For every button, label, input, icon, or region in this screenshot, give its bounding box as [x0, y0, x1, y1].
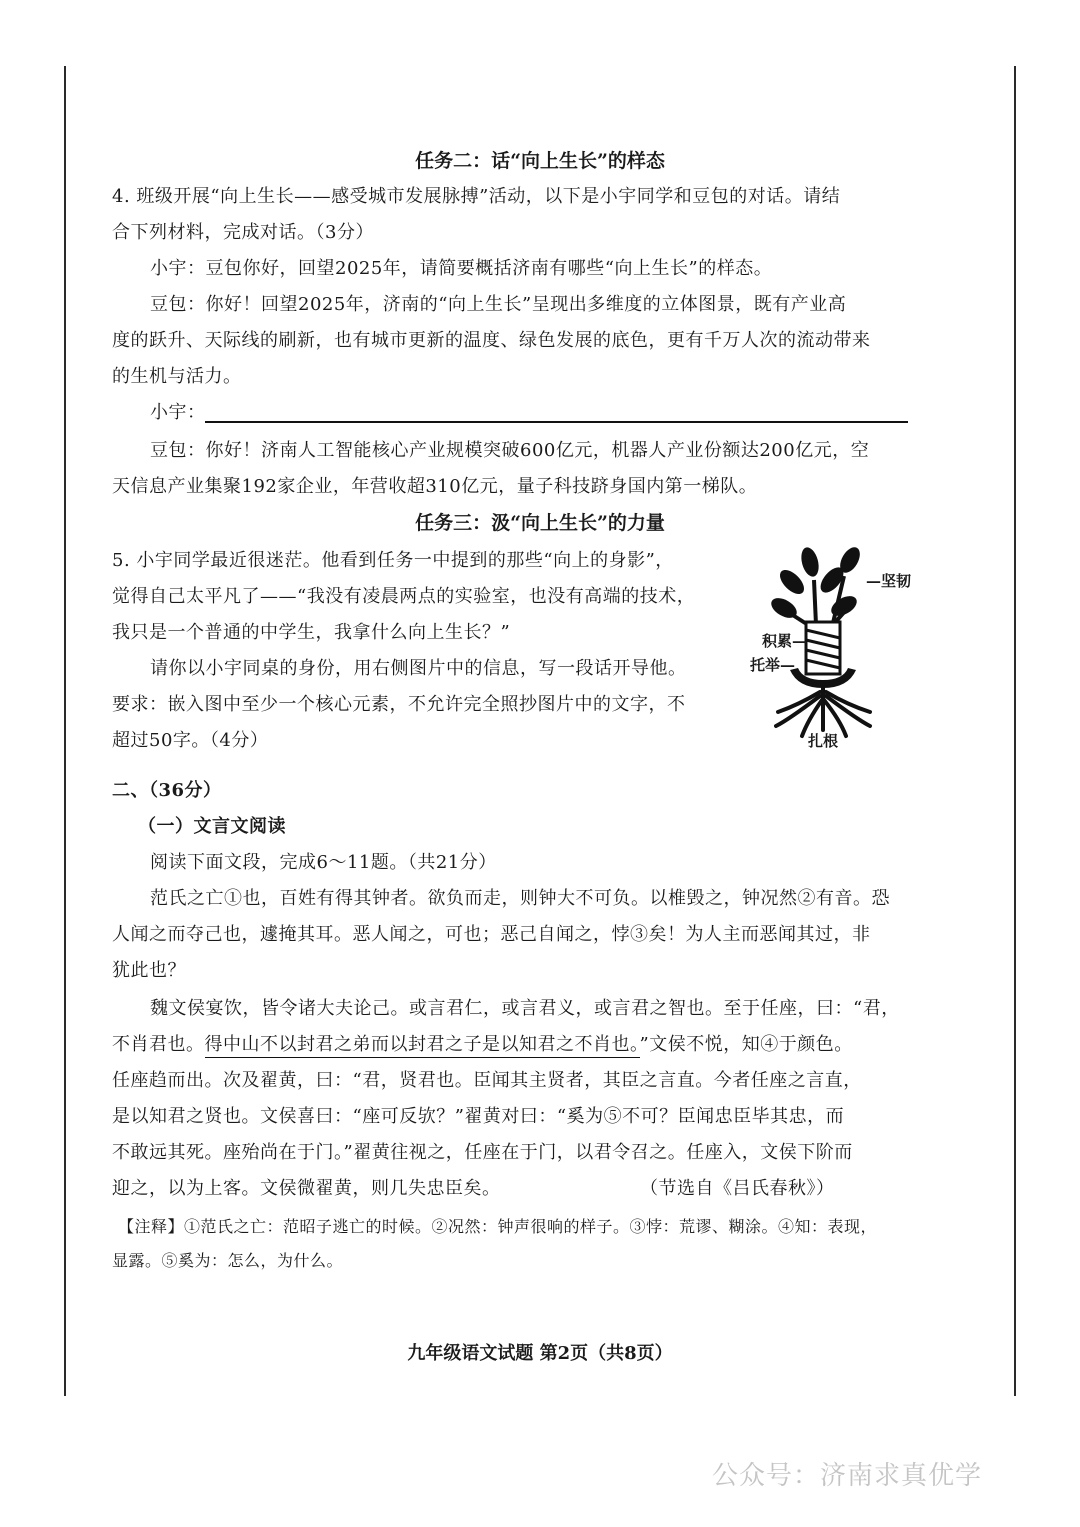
passage2-line-1: 魏文侯宴饮，皆令诸大夫论己。或言君仁，或言君义，或言君之智也。至于任座，曰：“君， — [150, 998, 900, 1019]
q5-line-4: 请你以小宇同桌的身份，用右侧图片中的信息，写一段话开导他。 — [150, 658, 687, 679]
annotation-line-2: 显露。⑤奚为：怎么，为什么。 — [112, 1251, 344, 1270]
passage2-line-4: 是以知君之贤也。文侯喜曰：“座可反欤？”翟黄对曰：“奚为⑤不可？臣闻忠臣毕其忠，而 — [112, 1106, 845, 1127]
right-margin-line — [1014, 66, 1016, 1396]
passage1-line-1: 范氏之亡①也，百姓有得其钟者。欲负而走，则钟大不可负。以椎毁之，钟况然②有音。恐 — [150, 888, 890, 909]
q5-line-5: 要求：嵌入图中至少一个核心元素，不允许完全照抄图片中的文字，不 — [112, 694, 686, 715]
reading-instruction: 阅读下面文段，完成6～11题。（共21分） — [150, 852, 497, 873]
label-tuoju: 托举— — [750, 656, 796, 674]
q5-line-6: 超过50字。（4分） — [112, 730, 269, 751]
dialog-3-label: 小宇： — [150, 402, 206, 423]
q4-line-2: 合下列材料，完成对话。（3分） — [112, 222, 374, 243]
dialog-1: 小宇：豆包你好，回望2025年，请简要概括济南有哪些“向上生长”的样态。 — [150, 258, 773, 279]
q5-line-1: 5. 小宇同学最近很迷茫。他看到任务一中提到的那些“向上的身影”， — [112, 550, 674, 571]
section2-heading: 二、（36分） — [112, 780, 222, 801]
q5-line-2: 觉得自己太平凡了——“我没有凌晨两点的实验室，也没有高端的技术， — [112, 586, 696, 607]
annotation-line-1: 【注释】①范氏之亡：范昭子逃亡的时候。②况然：钟声很响的样子。③悖：荒谬、糊涂。④知：表现， — [118, 1217, 878, 1236]
passage-source: （节选自《吕氏春秋》） — [640, 1178, 835, 1199]
growth-plant-figure — [748, 540, 920, 750]
passage2-line-3: 任座趋而出。次及翟黄，曰：“君，贤君也。臣闻其主贤者，其臣之言直。今者任座之言直， — [112, 1070, 862, 1091]
passage2-line-6: 迎之，以为上客。文侯微翟黄，则几失忠臣矣。 — [112, 1178, 501, 1199]
underlined-sentence: 得中山不以封君之弟而以封君之子是以知君之不肖也。 — [205, 1034, 640, 1058]
page-footer: 九年级语文试题 第2页（共8页） — [407, 1343, 673, 1364]
task2-title: 任务二：话“向上生长”的样态 — [415, 150, 665, 172]
dialog-2-line-2: 度的跃升、天际线的刷新，也有城市更新的温度、绿色发展的底色，更有千万人次的流动带来 — [112, 330, 871, 351]
passage2-line-2: 不肖君也。得中山不以封君之弟而以封君之子是以知君之不肖也。”文侯不悦，知④于颜色。 — [112, 1030, 853, 1056]
passage1-line-2: 人闻之而夺己也，遽掩其耳。恶人闻之，可也；恶己自闻之，悖③矣！为人主而恶闻其过，非 — [112, 924, 871, 945]
label-jilei: 积累— — [762, 632, 808, 650]
dialog-2-line-1: 豆包：你好！回望2025年，济南的“向上生长”呈现出多维度的立体图景，既有产业高 — [150, 294, 847, 315]
dialog-4-line-2: 天信息产业集聚192家企业，年营收超310亿元，量子科技跻身国内第一梯队。 — [112, 476, 758, 497]
q5-line-3: 我只是一个普通的中学生，我拿什么向上生长？” — [112, 622, 511, 643]
answer-blank-line[interactable] — [205, 421, 908, 423]
left-margin-line — [64, 66, 66, 1396]
passage1-line-3: 犹此也？ — [112, 960, 186, 981]
q4-line-1: 4. 班级开展“向上生长——感受城市发展脉搏”活动，以下是小宇同学和豆包的对话。请结 — [112, 186, 841, 207]
label-jianren: —坚韧 — [866, 572, 912, 590]
watermark: 公众号：济南求真优学 — [712, 1461, 983, 1491]
task3-title: 任务三：汲“向上生长”的力量 — [415, 512, 665, 534]
dialog-4-line-1: 豆包：你好！济南人工智能核心产业规模突破600亿元，机器人产业份额达200亿元，空 — [150, 440, 870, 461]
dialog-2-line-3: 的生机与活力。 — [112, 366, 242, 387]
label-zhagen: 扎根 — [808, 732, 839, 750]
section2-subheading: （一）文言文阅读 — [138, 816, 286, 837]
passage2-line-5: 不敢远其死。座殆尚在于门。”翟黄往视之，任座在于门，以君令召之。任座入，文侯下阶而 — [112, 1142, 853, 1163]
